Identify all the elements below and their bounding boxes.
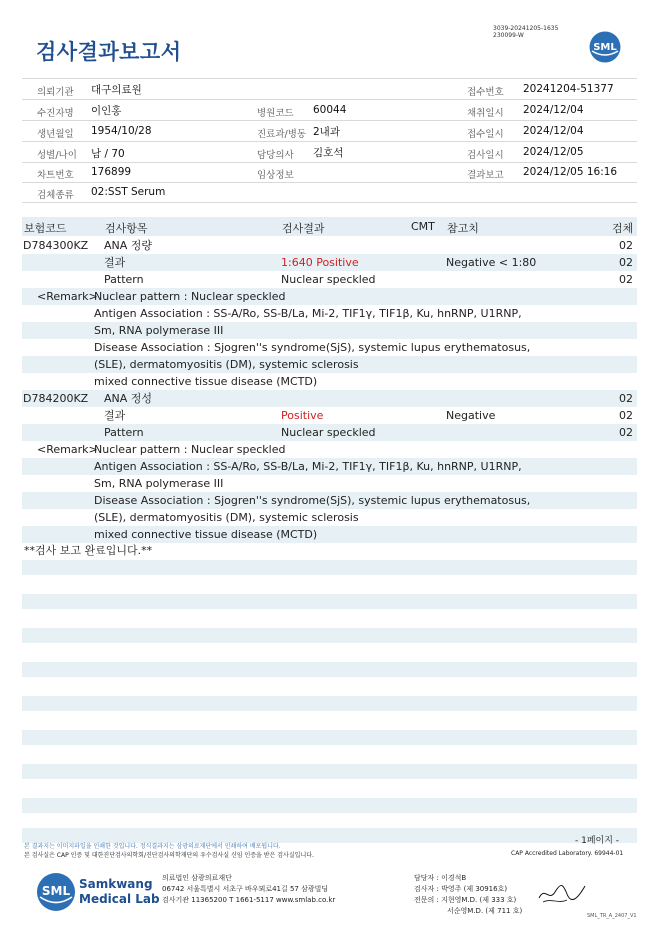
remark-row: Disease Association : Sjogren''s syndrome(SjS), systemic lupus erythematosus, — [22, 492, 637, 509]
institution-label: 의뢰기관 — [37, 87, 74, 98]
org-contact: 검사기관 11365200 T 1661-5117 www.smlab.co.kr — [162, 896, 336, 904]
staff-specialist: 전문의 : 지현영M.D. (제 333 호) — [414, 896, 517, 904]
birth-value: 1954/10/28 — [91, 125, 152, 137]
chart-no-label: 차트번호 — [37, 170, 74, 181]
certification-notice: 본 검사실은 CAP 인증 및 대한진단검사의학회/진단검사의학재단의 우수검사실 신임 인증을 받은 검사실입니다. — [24, 852, 314, 859]
patient-value: 이인홍 — [91, 105, 122, 117]
patient-label: 수진자명 — [37, 108, 74, 119]
specimen-value: 02:SST Serum — [91, 186, 166, 198]
sml-logo-icon — [36, 872, 76, 912]
institution-value: 대구의료원 — [91, 84, 142, 96]
receipt-date-label: 접수일시 — [467, 129, 504, 140]
receipt-no-label: 접수번호 — [467, 87, 504, 98]
test-date-value: 2024/12/05 — [523, 146, 584, 158]
collect-date-label: 채취일시 — [467, 108, 504, 119]
empty-row — [22, 594, 637, 609]
report-date-label: 결과보고 — [467, 170, 504, 181]
report-date-value: 2024/12/05 16:16 — [523, 166, 618, 178]
chart-no-value: 176899 — [91, 166, 132, 178]
doctor-label: 담당의사 — [257, 150, 294, 161]
brand-name: Samkwang — [79, 877, 153, 891]
remark-row: Antigen Association : SS-A/Ro, SS-B/La, Mi-2, TIF1γ, TIF1β, Ku, hnRNP, U1RNP, — [94, 307, 522, 320]
remark-row: (SLE), dermatomyositis (DM), systemic sclerosis — [22, 356, 637, 373]
table-row: D784200KZ ANA 정성 02 — [22, 390, 637, 407]
empty-row — [22, 696, 637, 711]
sex-age-label: 성별/나이 — [37, 150, 77, 161]
staff-contact: 담당자 : 이경석B — [414, 874, 467, 882]
brand-subname: Medical Lab — [79, 892, 160, 906]
specimen-label: 검체종류 — [37, 190, 74, 201]
table-row: 결과 1:640 Positive Negative < 1:80 02 — [22, 254, 637, 271]
sex-age-value: 남 / 70 — [91, 148, 125, 160]
page-number: - 1페이지 - — [575, 836, 620, 846]
col-ref: 참고치 — [447, 222, 479, 235]
remark-row: mixed connective tissue disease (MCTD) — [22, 526, 637, 543]
cap-label: CAP Accredited Laboratory. 69944-01 — [511, 850, 624, 857]
col-cmt: CMT — [411, 220, 435, 233]
form-code: SML_TR_A_2407_V1 — [587, 913, 637, 919]
remark-row: Disease Association : Sjogren''s syndrome(SjS), systemic lupus erythematosus, — [94, 341, 531, 354]
table-row: 결과 Positive Negative 02 — [104, 409, 633, 422]
receipt-date-value: 2024/12/04 — [523, 125, 584, 137]
empty-row — [22, 798, 637, 813]
org-address: 06742 서울특별시 서초구 바우뫼로41길 57 삼광빌딩 — [162, 885, 329, 893]
remark-row: <Remark> Nuclear pattern : Nuclear speckled — [22, 288, 637, 305]
empty-row — [22, 560, 637, 575]
ward-code-value: 60044 — [313, 104, 347, 116]
remark-row: Sm, RNA polymerase III — [22, 322, 637, 339]
col-specimen: 검체 — [612, 222, 634, 235]
empty-row — [22, 628, 637, 643]
clinical-label: 임상정보 — [257, 170, 294, 181]
sml-logo-icon — [589, 31, 621, 63]
dept-label: 진료과/병동 — [257, 129, 307, 140]
staff-tester: 검사자 : 박영주 (제 30916호) — [414, 885, 508, 893]
remark-row: mixed connective tissue disease (MCTD) — [94, 375, 318, 388]
divider — [22, 141, 637, 142]
print-notice: 본 결과지는 이미지파일을 인쇄한 것입니다. 정식결과지는 삼광의료재단에서 인쇄하여 배포됩니다. — [24, 843, 281, 850]
empty-row — [22, 662, 637, 677]
completion-row: **검사 보고 완료입니다.** — [24, 544, 153, 557]
table-row: Pattern Nuclear speckled 02 — [104, 273, 633, 286]
col-result: 검사결과 — [282, 222, 325, 235]
table-row: Pattern Nuclear speckled 02 — [22, 424, 637, 441]
divider — [22, 162, 637, 163]
empty-row — [22, 730, 637, 745]
receipt-no-value: 20241204-51377 — [523, 83, 614, 95]
test-date-label: 검사일시 — [467, 150, 504, 161]
divider — [22, 202, 637, 203]
signature-icon — [537, 880, 587, 908]
divider — [22, 99, 637, 100]
document-code: 3039-20241205-1635 230099-W — [493, 25, 559, 39]
svg-text:SML: SML — [41, 884, 71, 898]
doctor-value: 김호석 — [313, 147, 344, 159]
col-item: 검사항목 — [105, 222, 148, 235]
divider — [22, 182, 637, 183]
birth-label: 생년월일 — [37, 129, 74, 140]
staff-specialist-2: 서순영M.D. (제 711 호) — [447, 907, 523, 915]
col-code: 보험코드 — [24, 222, 67, 235]
divider — [22, 78, 637, 79]
remark-row: (SLE), dermatomyositis (DM), systemic sclerosis — [94, 511, 359, 524]
remark-row: <Remark> Nuclear pattern : Nuclear speckled — [37, 443, 286, 456]
remark-row: Antigen Association : SS-A/Ro, SS-B/La, Mi-2, TIF1γ, TIF1β, Ku, hnRNP, U1RNP, — [22, 458, 637, 475]
ward-code-label: 병원코드 — [257, 108, 294, 119]
svg-text:SML: SML — [593, 42, 617, 53]
table-row: D784300KZ ANA 정량 02 — [23, 239, 633, 252]
dept-value: 2내과 — [313, 126, 340, 138]
page-title: 검사결과보고서 — [36, 40, 182, 64]
divider — [22, 120, 637, 121]
org-name: 의료법인 삼광의료재단 — [162, 874, 232, 882]
empty-row — [22, 764, 637, 779]
remark-row: Sm, RNA polymerase III — [94, 477, 224, 490]
collect-date-value: 2024/12/04 — [523, 104, 584, 116]
